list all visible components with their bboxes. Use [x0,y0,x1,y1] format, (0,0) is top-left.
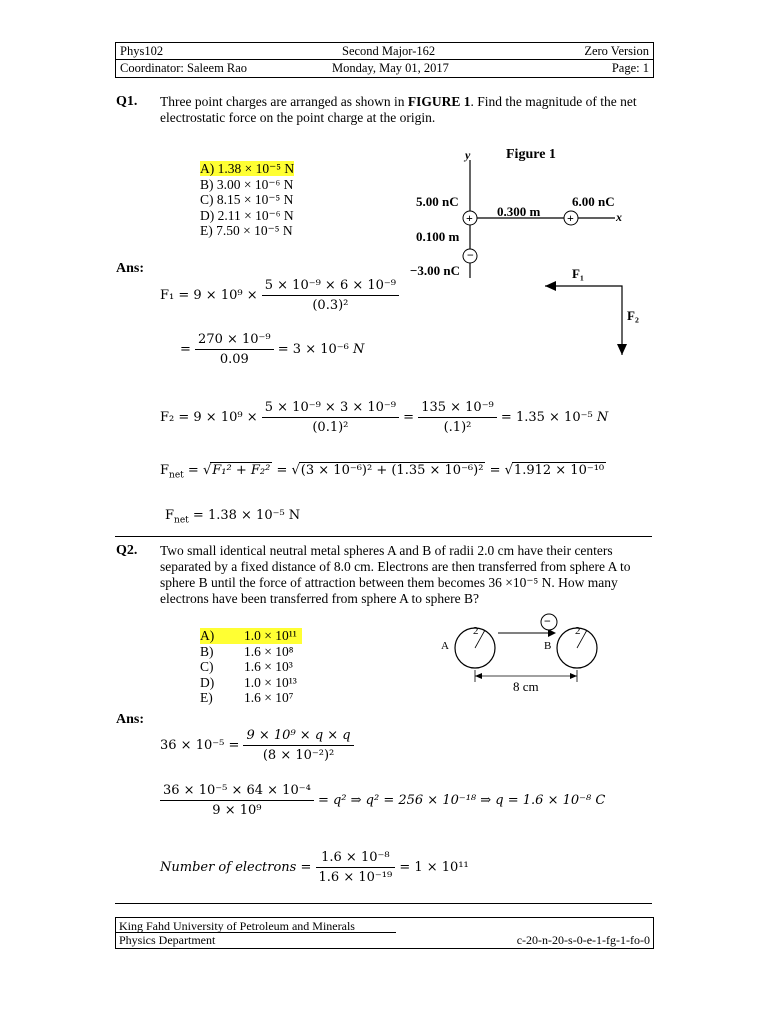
f2b-fraction [418,400,497,435]
force-2-label: F₂ [627,308,639,323]
question-1-option-b[interactable] [200,177,320,193]
option-value: 1.38 × 10⁻⁵ N [217,161,295,176]
option-label: D) [200,674,215,690]
q2-l2-numerator: 36 × 10⁻⁵ × 64 × 10⁻⁴ [163,783,311,798]
question-1-figure-ref: FIGURE 1 [407,94,471,109]
q2-l3-denominator: 1.6 × 10⁻¹⁹ [316,867,396,885]
fnet-symbol: F [160,463,170,478]
question-1-text-part2: . Find the magnitude of the net electrostatic force on the point charge at the origin. [160,94,637,125]
distance-label: 8 cm [513,679,539,694]
equals-sign: = [403,410,415,425]
electron-minus-sign: − [544,614,551,628]
page-number: Page: 1 [611,61,649,75]
question-2-option-e[interactable] [200,690,310,706]
department-name: Physics Department [119,933,216,947]
option-value: 3.00 × 10⁻⁶ N [216,176,294,192]
option-label: A) [200,161,215,176]
question-2-text-line: electrons have been transferred from sphere A to sphere B? [160,591,479,606]
equals-sign: = [276,463,288,478]
distance-y-label: 0.100 m [416,229,460,244]
question-1-answer-label: Ans: [116,261,145,276]
option-label: A) [200,628,215,643]
fnet-subscript: net [174,515,189,526]
f1-numerator: 5 × 10⁻⁹ × 6 × 10⁻⁹ [264,278,396,293]
charge-right-label: 6.00 nC [572,194,615,209]
option-label: C) [200,192,214,207]
q2-l1-numerator: 9 × 10⁹ × q × q [246,728,351,743]
q2-l3-fraction [316,850,396,885]
question-2-number: Q2. [116,543,138,558]
distance-arrow-left [475,673,482,679]
option-label: B) [200,176,214,192]
option-label: D) [200,207,215,223]
question-2-options [200,628,310,706]
minus-sign-below: − [467,248,474,262]
equals-sign: = [489,463,501,478]
question-2-option-b[interactable] [200,644,310,660]
fnet-sqrt-2: (3 × 10⁻⁶)² + (1.35 × 10⁻⁶)² [300,463,484,478]
f2-fraction [262,400,399,435]
option-label: E) [200,690,213,705]
question-1-text [160,94,650,126]
question-2-text-line: sphere B until the force of attraction between them becomes 36 ×10⁻⁵ N. How many [160,575,618,590]
question-1-option-a[interactable] [200,161,320,177]
charge-below-label: −3.00 nC [410,263,461,278]
f2-lhs: F₂ = 9 × 10⁹ × [160,410,258,425]
fnet-final-value: = 1.38 × 10⁻⁵ N [192,508,301,523]
solution-f2-line [160,400,608,435]
fnet-sqrt-1: F₁² + F₂² [212,463,271,478]
exam-code: c-20-n-20-s-0-e-1-fg-1-fo-0 [516,933,650,947]
question-separator [115,536,652,537]
option-label: C) [200,659,214,674]
option-value: 2.11 × 10⁻⁶ N [217,207,294,223]
solution-q2-line-1 [160,728,354,763]
q2-l2-fraction [160,783,314,818]
option-value: 8.15 × 10⁻⁵ N [216,192,294,207]
charge-origin-label: 5.00 nC [416,194,459,209]
question-1-text-part1: Three point charges are arranged as shown in [160,94,408,109]
fnet-sqrt-3: 1.912 × 10⁻¹⁰ [513,463,605,478]
solution-fnet-line [160,462,606,481]
sphere-b-radius-label: 2 [575,625,581,637]
option-value: 1.0 × 10¹¹ [244,628,297,643]
question-2-text [160,543,655,607]
university-name: King Fahd University of Petroleum and Minerals [119,919,355,933]
f2-denominator: (0.1)² [262,417,399,435]
exam-header [115,42,654,78]
f1b-rhs: = 3 × 10⁻⁶ [277,342,349,357]
x-axis-label: x [616,210,622,224]
force-arrows [545,286,622,355]
sphere-b-label: B [544,640,552,652]
option-label: B) [200,643,214,659]
f1-denominator: (0.3)² [262,295,399,313]
f2-numerator: 5 × 10⁻⁹ × 3 × 10⁻⁹ [264,400,396,415]
question-2-option-d[interactable] [200,675,310,691]
solution-f1-result-line [180,332,364,367]
equals-sign: = [187,463,199,478]
exam-date: Monday, May 01, 2017 [332,61,449,75]
exam-version: Zero Version [584,44,649,58]
footer-separator [115,903,652,904]
f2-rhs: = 1.35 × 10⁻⁵ [500,410,593,425]
f2-arrowhead [617,344,627,355]
question-1-option-c[interactable] [200,192,320,208]
y-axis-label: y [465,148,471,162]
q2-l1-fraction [243,728,353,763]
solution-f1-line [160,278,399,313]
f1b-fraction [195,332,274,367]
q2-l3-lhs: Number of electrons = [160,860,312,875]
question-1-option-e[interactable] [200,223,320,239]
f2b-numerator: 135 × 10⁻⁹ [421,400,494,415]
force-1-label: F₁ [572,266,584,281]
distance-x-label: 0.300 m [497,204,541,219]
option-value: 1.6 × 10⁸ [244,643,294,659]
f1-lhs: F₁ = 9 × 10⁹ × [160,288,258,303]
exam-footer [115,917,654,949]
equals-sign: = [180,342,191,357]
q2-l3-numerator: 1.6 × 10⁻⁸ [321,850,390,865]
coordinator: Coordinator: Saleem Rao [120,61,248,75]
q2-l1-lhs: 36 × 10⁻⁵ = [160,738,240,753]
course-code: Phys102 [120,44,164,58]
exam-title: Second Major-162 [342,44,436,58]
q2-l2-rhs: = q² ⇒ q² = 256 × 10⁻¹⁸ ⇒ q = 1.6 × 10⁻⁸ C [317,793,606,808]
header-divider [116,59,653,60]
f1b-numerator: 270 × 10⁻⁹ [198,332,271,347]
option-value: 1.6 × 10⁷ [244,690,294,705]
option-label: E) [200,223,213,238]
unit-newton: N [596,410,609,425]
f1-arrowhead [545,281,556,291]
option-value: 1.0 × 10¹³ [244,674,297,690]
question-2-answer-label: Ans: [116,712,145,727]
question-2-text-line: separated by a fixed distance of 8.0 cm. Electrons are then transferred from sphere A to [160,559,631,574]
sqrt-symbol: √ [291,463,300,478]
solution-fnet-final [165,508,300,526]
question-1-option-d[interactable] [200,208,320,224]
sqrt-symbol: √ [202,463,212,478]
unit-newton: N [353,342,365,357]
option-value: 1.6 × 10³ [244,659,293,674]
question-2-option-a[interactable] [200,628,310,644]
sqrt-symbol: √ [504,463,513,478]
question-2-text-line: Two small identical neutral metal spheres A and B of radii 2.0 cm have their centers [160,543,613,558]
plus-sign-right: + [567,211,574,225]
sphere-a-label: A [441,640,449,652]
f1b-denominator: 0.09 [195,349,274,367]
q2-l1-denominator: (8 × 10⁻²)² [243,745,353,763]
question-2-option-c[interactable] [200,659,310,675]
q2-l2-denominator: 9 × 10⁹ [160,800,314,818]
sphere-a-radius-label: 2 [473,625,479,637]
plus-sign-origin: + [466,211,473,225]
q2-l3-rhs: = 1 × 10¹¹ [399,860,469,875]
question-1-options [200,161,320,239]
fnet-symbol: F [165,508,175,523]
question-1-number: Q1. [116,94,138,109]
solution-q2-line-3 [160,850,469,885]
f1-fraction [262,278,399,313]
distance-arrow-right [570,673,577,679]
figure-1-title: Figure 1 [506,147,556,162]
fnet-subscript: net [169,470,184,481]
solution-q2-line-2 [160,783,605,818]
f2b-denominator: (.1)² [418,417,497,435]
figure-1-diagram [400,140,650,370]
option-value: 7.50 × 10⁻⁵ N [216,223,293,238]
